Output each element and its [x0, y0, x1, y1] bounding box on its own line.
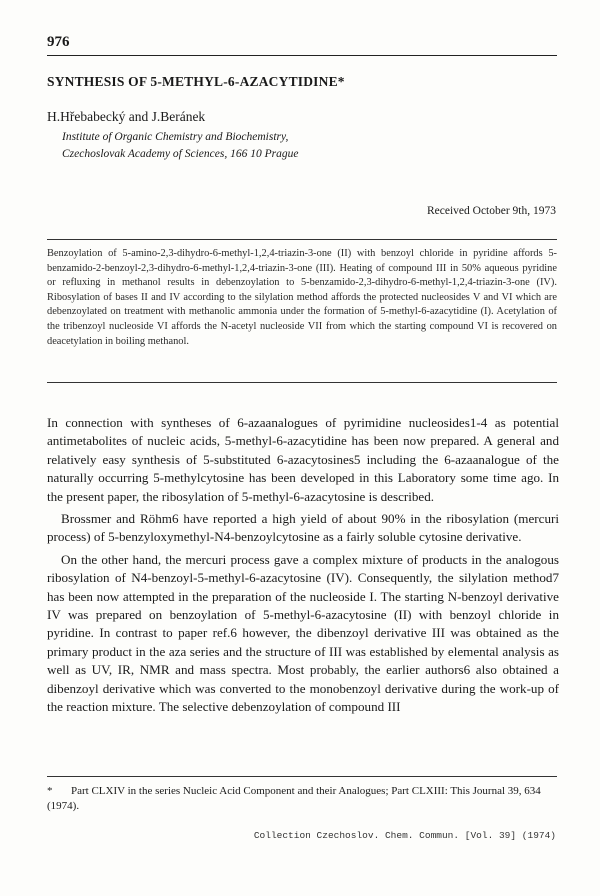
abstract-bottom-rule: [47, 382, 557, 383]
abstract-top-rule: [47, 239, 557, 240]
footnote-mark: *: [47, 785, 53, 797]
footnote-rule: [47, 776, 557, 777]
article-authors: H.Hřebabecký and J.Beránek: [47, 109, 206, 124]
footnote-text: Part CLXIV in the series Nucleic Acid Component and their Analogues; Part CLXIII: This Journal 39, 634 (1974).: [47, 785, 541, 812]
article-title: SYNTHESIS OF 5-METHYL-6-AZACYTIDINE*: [47, 74, 345, 89]
article-body: [47, 414, 559, 721]
received-date: Received October 9th, 1973: [426, 205, 556, 217]
body-paragraph: Brossmer and Röhm6 have reported a high yield of about 90% in the ribosylation (mercuri process) of 5-benzyloxymethyl-N4-benzoylcytosine as a fairly soluble cytosine derivative.: [47, 511, 559, 545]
header-rule: [47, 55, 557, 56]
affiliation-line: Czechoslovak Academy of Sciences, 166 10 Prague: [62, 148, 299, 160]
page-number: 976: [47, 34, 70, 50]
body-paragraph: In connection with syntheses of 6-azaanalogues of pyrimidine nucleosides1-4 as potential antimetabolites of nucleic acids, 5-methyl-6-azacytidine has been now prepared. A general and relatively easy synthesis of 5-substituted 6-azacytosines5 including the 6-azaanalogue of the naturally occurring 5-methylcytosine has been developed in this Laboratory some time ago. In the present paper, the ribosylation of 5-methyl-6-azacytosine is described.: [47, 415, 559, 504]
footnote: [47, 784, 559, 814]
abstract-text: Benzoylation of 5-amino-2,3-dihydro-6-methyl-1,2,4-triazin-3-one (II) with benzoyl chloride in pyridine affords 5-benzamido-2-benzoyl-2,3-dihydro-6-methyl-1,2,4-triazin-3-one (III). Heating of compound III in 50% aqueous pyridine or refluxing in methanol results in debenzoylation to 5-benzamido-2,3-dihydro-6-methyl-1,2,4-triazin-3-one (IV). Ribosylation of bases II and IV according to the silylation method affords the protected nucleosides V and VI which are debenzoylated on treatment with methanolic ammonia under the formation of 5-methyl-6-azacytidine (I). Acetylation of the tribenzoyl nucleoside VI affords the N-acetyl nucleoside VII from which the starting compound VI is recovered on deacetylation in boiling methanol.: [47, 248, 557, 347]
journal-footer: Collection Czechoslov. Chem. Commun. [Vol. 39] (1974): [253, 830, 556, 841]
author-affiliation: [62, 129, 298, 163]
affiliation-line: Institute of Organic Chemistry and Biochemistry,: [62, 131, 289, 143]
body-paragraph: On the other hand, the mercuri process gave a complex mixture of products in the analogous ribosylation of N4-benzoyl-5-methyl-6-azacytosine (IV). Consequently, the silylation method7 has been now attempted in the preparation of the nucleoside I. The starting N-benzoyl derivative IV was prepared on benzoylation of 5-methyl-6-azacytosine (II) with benzoyl chloride in pyridine. In contrast to paper ref.6 however, the dibenzoyl derivative III was obtained as the primary product in the aza series and the structure of III was established by elemental analysis as well as UV, IR, NMR and mass spectra. Most probably, the earlier authors6 also obtained a dibenzoyl derivative which was converted to the monobenzoyl derivative during the work-up of the reaction mixture. The selective debenzoylation of compound III: [47, 551, 559, 715]
abstract: [47, 247, 557, 349]
